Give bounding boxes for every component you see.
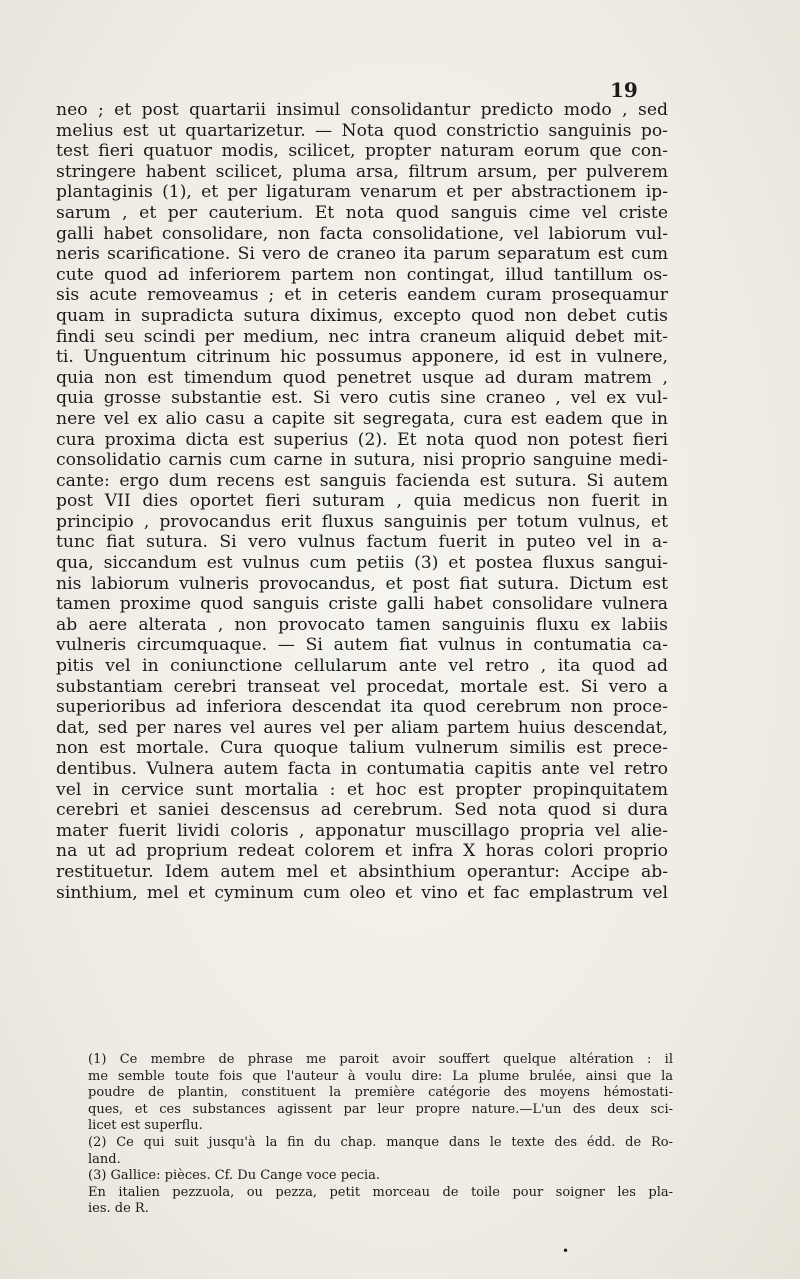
text-line: ti. Unguentum citrinum hic possumus apponere, id est in vulnere, [56,347,668,368]
text-line: cante: ergo dum recens est sanguis facienda est sutura. Si autem [56,470,668,491]
text-line: cura proxima dicta est superius (2). Et nota quod non potest fieri [56,429,668,450]
text-line: dentibus. Vulnera autem facta in contumatia capitis ante vel retro [56,759,668,779]
text-line: consolidatio carnis cum carne in sutura, nisi proprio sanguine medi- [56,450,668,471]
footnote-line: poudre de plantin, constituent la première catégorie des moyens hémostati- [88,1085,673,1101]
text-line: qua, siccandum est vulnus cum petiis (3) et postea fluxus sangui- [56,553,668,574]
text-line: post VII dies oportet fieri suturam , quia medicus non fuerit in [56,491,668,512]
text-line: sarum , et per cauterium. Et nota quod sanguis cime vel criste [56,202,668,223]
text-line: galli habet consolidare, non facta consolidatione, vel labiorum vul- [56,223,668,244]
text-line: nere vel ex alio casu a capite sit segregata, cura est eadem que in [56,408,668,429]
text-line: superioribus ad inferiora descendat ita quod cerebrum non proce- [56,697,668,718]
text-line: sis acute removeamus ; et in ceteris eandem curam prosequamur [56,285,668,306]
text-line: sinthium, mel et cyminum cum oleo et vino et fac emplastrum vel [56,882,668,903]
text-line: pitis vel in coniunctione cellularum ante vel retro , ita quod ad [56,656,668,677]
text-line: plantaginis (1), et per ligaturam venarum et per abstractionem ip- [56,182,668,203]
text-line: substantiam cerebri transeat vel procedat, mortale est. Si vero a [56,676,668,697]
footnote-line: me semble toute fois que l'auteur à voulu dire: La plume brulée, ainsi que la [88,1068,673,1084]
text-line: quia non est timendum quod penetret usque ad duram matrem , [56,367,668,388]
page-number: 19 [610,78,638,102]
text-line: neris scarificatione. Si vero de craneo ita parum separatum est cum [56,244,668,265]
text-line: cute quod ad inferiorem partem non contingat, illud tantillum os- [56,264,668,285]
footnote-line: (2) Ce qui suit jusqu'à la fin du chap. manque dans le texte des édd. de Ro- [88,1134,673,1150]
text-line: mater fuerit lividi coloris , apponatur muscillago propria vel alie- [56,820,668,841]
footnote-line: (3) Gallice: pièces. Cf. Du Cange voce pecia. [88,1168,381,1184]
footnotes [88,1052,673,1218]
footnote-line: ques, et ces substances agissent par leur propre nature.—L'un des deux sci- [88,1101,673,1117]
footnote-line: En italien pezzuola, ou pezza, petit morceau de toile pour soigner les pla- [88,1184,673,1200]
text-line: vel in cervice sunt mortalia : et hoc est propter propinquitatem [56,779,668,800]
text-line: principio , provocandus erit fluxus sanguinis per totum vulnus, et [56,511,668,532]
text-line: findi seu scindi per medium, nec intra craneum aliquid debet mit- [56,326,668,347]
text-line: quia grosse substantie est. Si vero cutis sine craneo , vel ex vul- [56,388,668,409]
text-line: dat, sed per nares vel aures vel per aliam partem huius descendat, [56,717,668,738]
footnote-line: ies. de R. [88,1201,149,1217]
footnote-line: (1) Ce membre de phrase me paroit avoir souffert quelque altération : il [88,1052,673,1067]
footnote-line: land. [88,1151,121,1167]
text-line: ab aere alterata , non provocato tamen sanguinis fluxu ex labiis [56,614,668,635]
text-line: restituetur. Idem autem mel et absinthium operantur: Accipe ab- [56,861,668,882]
text-line: neo ; et post quartarii insimul consolidantur predicto modo , sed [56,100,668,120]
text-line: melius est ut quartarizetur. — Nota quod constrictio sanguinis po- [56,120,668,141]
main-text [56,100,668,903]
text-line: vulneris circumquaque. — Si autem fiat vulnus in contumatia ca- [56,635,668,656]
footnote-line: licet est superflu. [88,1118,203,1134]
text-line: test fieri quatuor modis, scilicet, propter naturam eorum que con- [56,141,668,162]
text-line: cerebri et saniei descensus ad cerebrum. Sed nota quod si dura [56,800,668,821]
text-line: quam in supradicta sutura diximus, excepto quod non debet cutis [56,305,668,326]
text-line: tamen proxime quod sanguis criste galli habet consolidare vulnera [56,594,668,615]
text-line: nis labiorum vulneris provocandus, et post fiat sutura. Dictum est [56,573,668,594]
text-line: stringere habent scilicet, pluma arsa, filtrum arsum, per pulverem [56,161,668,182]
text-line: non est mortale. Cura quoque talium vulnerum similis est prece- [56,738,668,759]
signature-mark: • [562,1244,570,1258]
text-line: na ut ad proprium redeat colorem et infra X horas colori proprio [56,841,668,862]
text-line: tunc fiat sutura. Si vero vulnus factum fuerit in puteo vel in a- [56,532,668,553]
